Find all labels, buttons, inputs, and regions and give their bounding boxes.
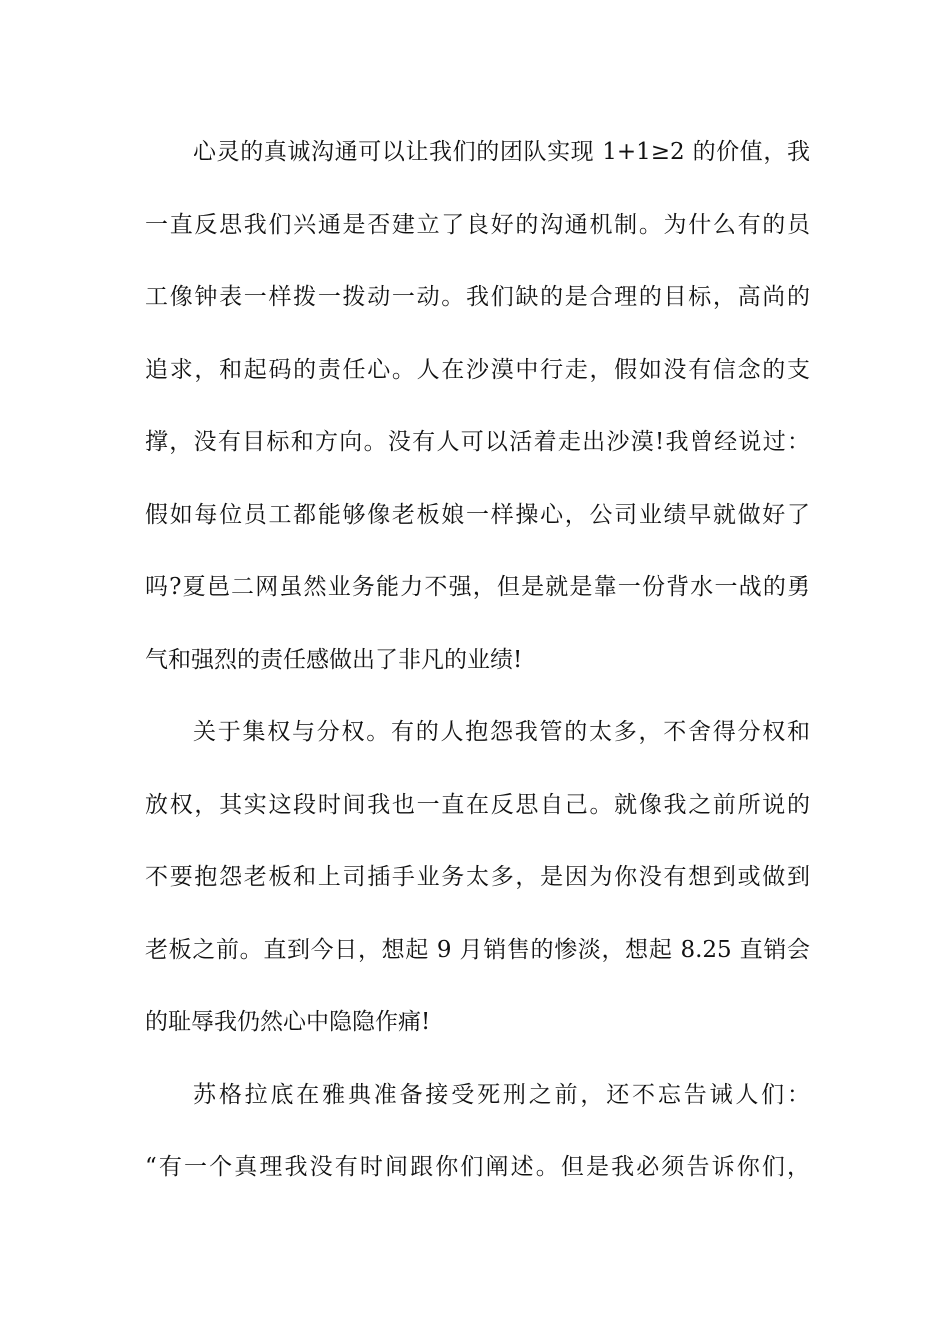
- paragraph-1-line-7: 吗?夏邑二网虽然业务能力不强，但是就是靠一份背水一战的勇: [145, 574, 810, 600]
- paragraph-1-line-8: 气和强烈的责任感做出了非凡的业绩!: [145, 646, 523, 673]
- paragraph-2-line-3: 不要抱怨老板和上司插手业务太多，是因为你没有想到或做到: [145, 864, 810, 890]
- paragraph-1-line-5: 撑，没有目标和方向。没有人可以活着走出沙漠!我曾经说过：: [145, 429, 810, 455]
- paragraph-2-line-4: 老板之前。直到今日，想起 9 月销售的惨淡，想起 8.25 直销会: [145, 936, 810, 963]
- paragraph-1-line-4: 追求，和起码的责任心。人在沙漠中行走，假如没有信念的支: [145, 356, 810, 383]
- paragraph-2-line-5: 的耻辱我仍然心中隐隐作痛!: [145, 1009, 431, 1035]
- paragraph-1-line-1: 心灵的真诚沟通可以让我们的团队实现 1+1≥2 的价值，我: [193, 139, 810, 165]
- document-body: [145, 122, 810, 1210]
- paragraph-2-line-1: 关于集权与分权。有的人抱怨我管的太多，不舍得分权和: [193, 719, 810, 745]
- paragraph-1-line-6: 假如每位员工都能够像老板娘一样操心，公司业绩早就做好了: [145, 501, 810, 528]
- paragraph-1-line-2: 一直反思我们兴通是否建立了良好的沟通机制。为什么有的员: [145, 211, 810, 238]
- paragraph-3-line-2: “有一个真理我没有时间跟你们阐述。但是我必须告诉你们，: [145, 1154, 810, 1180]
- paragraph-1-line-3: 工像钟表一样拨一拨动一动。我们缺的是合理的目标，高尚的: [145, 284, 810, 310]
- paragraph-3-line-1: 苏格拉底在雅典准备接受死刑之前，还不忘告诫人们：: [193, 1081, 810, 1108]
- paragraph-2-line-2: 放权，其实这段时间我也一直在反思自己。就像我之前所说的: [145, 791, 810, 818]
